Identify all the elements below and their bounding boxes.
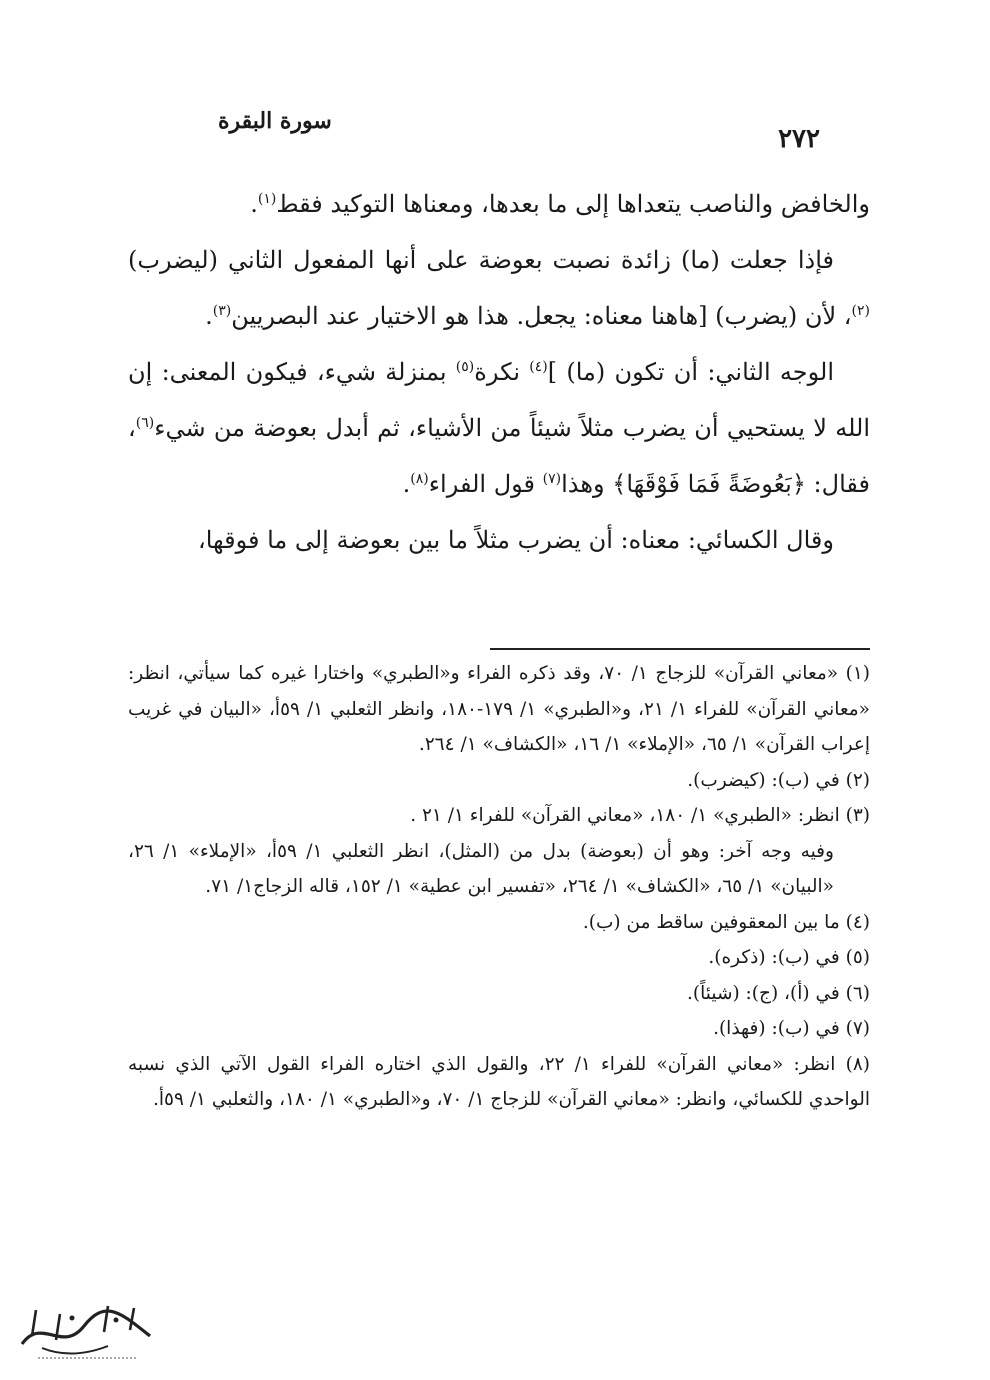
footnote-number: (٥) — [845, 947, 870, 968]
paragraph-2-text-a: فإذا جعلت (ما) زائدة نصبت بعوضة على أنها المفعول الثاني (ليضرب) — [128, 246, 834, 274]
footnotes — [128, 656, 870, 1118]
footnote-number: (٢) — [845, 769, 870, 791]
paragraph-3-text-a: الوجه الثاني: أن تكون (ما) ] — [547, 358, 834, 386]
footnote-ref-5[interactable]: (٥) — [455, 359, 475, 375]
footnote-text: انظر: «الطبري» ١/ ١٨٠، «معاني القرآن» للفراء ١/ ٢١ . — [410, 805, 840, 826]
paragraph-3-text-e: قول الفراء — [428, 470, 543, 498]
footnote-number: (٦) — [845, 982, 870, 1004]
library-stamp-logo — [12, 1296, 162, 1366]
footnote-4 — [128, 905, 870, 941]
footnote-7 — [128, 1011, 870, 1047]
footnote-number: (١) — [845, 663, 870, 684]
paragraph-2 — [128, 232, 870, 344]
main-text — [128, 176, 870, 568]
footnote-text: في (أ)، (ج): (شيئاً). — [687, 982, 840, 1004]
footnote-ref-6[interactable]: (٦) — [135, 415, 155, 431]
footnote-6 — [128, 976, 870, 1012]
paragraph-2-text-b: ، لأن (يضرب) [هاهنا معناه: يجعل. هذا هو الاختيار عند البصريين — [231, 302, 852, 330]
footnote-ref-1[interactable]: (١) — [257, 191, 277, 207]
footnote-ref-3[interactable]: (٣) — [212, 303, 232, 319]
footnote-8 — [128, 1047, 870, 1118]
paragraph-3 — [128, 344, 870, 512]
footnote-text: ما بين المعقوفين ساقط من (ب). — [582, 911, 840, 933]
paragraph-4 — [128, 512, 870, 568]
paragraph-1-text: والخافض والناصب يتعداها إلى ما بعدها، ومعناها التوكيد فقط — [276, 190, 870, 218]
footnote-5 — [128, 940, 870, 976]
footnote-3 — [128, 798, 870, 834]
paragraph-3-end: . — [402, 470, 411, 498]
footnote-1 — [128, 656, 870, 763]
footnote-ref-7[interactable]: (٧) — [542, 471, 562, 487]
footnote-ref-8[interactable]: (٨) — [410, 471, 429, 487]
paragraph-3-text-c: بمنزلة شيء، فيكون المعنى: إن الله لا يستحيي أن يضرب مثلاً شيئاً من الأشياء، ثم أبدل بعوضة من شيء — [128, 358, 870, 442]
footnote-3-continuation: وفيه وجه آخر: وهو أن (بعوضة) بدل من (المثل)، انظر الثعلبي ١/ ٥٩أ، «الإملاء» ١/ ٢٦، «البيان» ١/ ٦٥، «الكشاف» ١/ ٢٦٤، «تفسير ابن عطية» ١/ ١٥٢، قاله الزجاج١/ ٧١. — [128, 840, 834, 897]
page-number: ٢٧٢ — [778, 124, 820, 154]
footnote-separator — [490, 648, 870, 650]
footnote-number: (٧) — [845, 1018, 870, 1039]
paragraph-3-text-d: ، فقال: ﴿بَعُوضَةً فَمَا فَوْقَهَا﴾ وهذا — [128, 414, 870, 498]
footnote-2 — [128, 763, 870, 799]
paragraph-2-end: . — [205, 302, 213, 330]
paragraph-1 — [128, 176, 870, 232]
paragraph-1-end: . — [250, 190, 258, 218]
footnote-text: في (ب): (ذكره). — [708, 947, 840, 968]
footnote-ref-4[interactable]: (٤) — [529, 359, 548, 375]
footnote-text: في (ب): (فهذا). — [713, 1018, 840, 1039]
footnote-text: انظر: «معاني القرآن» للفراء ١/ ٢٢، والقول الذي اختاره الفراء القول الآتي الذي نسبه الواحدي للكسائي، وانظر: «معاني القرآن» للزجاج ١/ ٧٠، و«الطبري» ١/ ١٨٠، والثعلبي ١/ ٥٩أ. — [128, 1053, 870, 1110]
footnote-number: (٣) — [845, 805, 870, 826]
footnote-ref-2[interactable]: (٢) — [851, 303, 870, 319]
paragraph-3-text-b: نكرة — [474, 358, 530, 386]
paragraph-4-text: وقال الكسائي: معناه: أن يضرب مثلاً ما بين بعوضة إلى ما فوقها، — [197, 526, 834, 554]
footnote-text: «معاني القرآن» للزجاج ١/ ٧٠، وقد ذكره الفراء و«الطبري» واختارا غيره كما سيأتي، انظر: «معاني القرآن» للفراء ١/ ٢١، و«الطبري» ١/ ١٧٩-١٨٠، وانظر الثعلبي ١/ ٥٩أ، «البيان في غريب إعراب القرآن» ١/ ٦٥، «الإملاء» ١/ ١٦، «الكشاف» ١/ ٢٦٤. — [128, 663, 871, 755]
footnote-text: في (ب): (كيضرب). — [687, 769, 840, 791]
footnote-number: (٨) — [845, 1053, 870, 1075]
surah-title: سورة البقرة — [218, 108, 332, 134]
footnote-number: (٤) — [845, 911, 870, 933]
